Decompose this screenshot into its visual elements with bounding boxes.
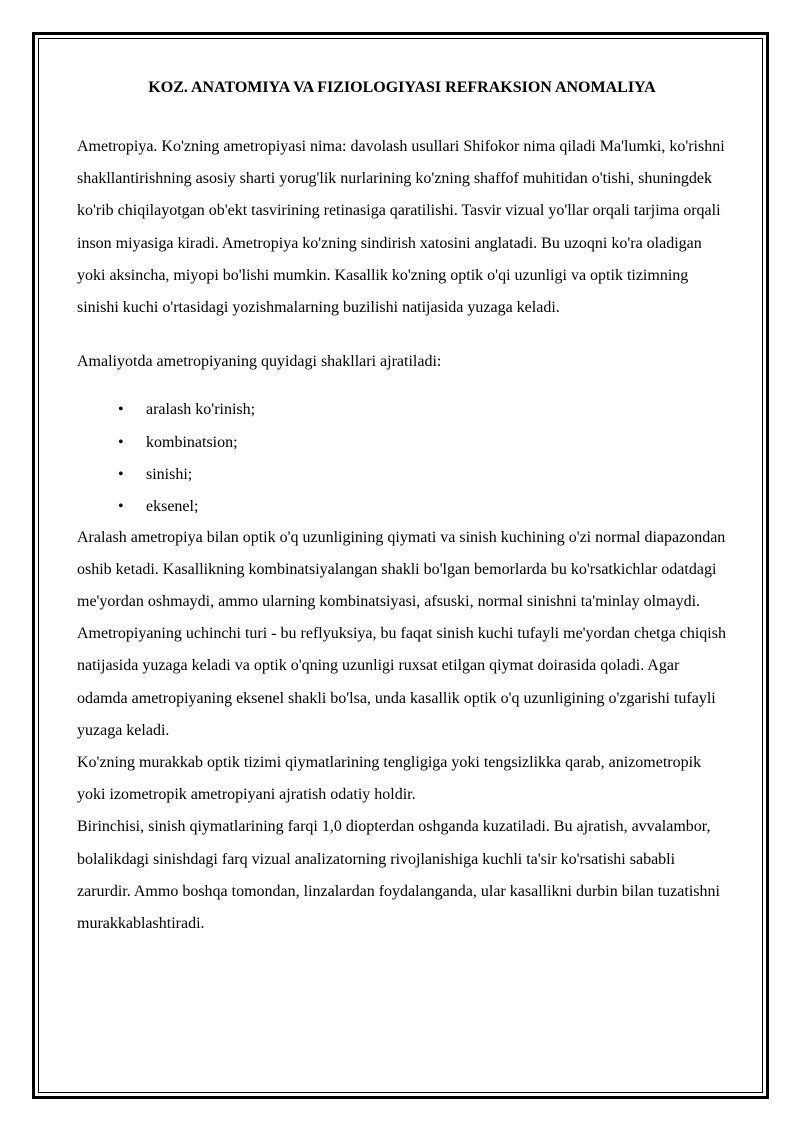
- list-item: [77, 491, 727, 523]
- list-item: [77, 394, 727, 426]
- list-item-text: sinishi;: [146, 466, 193, 484]
- paragraph-ametropiya-definition: Ametropiya. Ko'zning ametropiyasi nima: davolash usullari Shifokor nima qiladi Ma'lumki, ko'rishni shakllantirishning asosiy sharti yorug'lik nurlarining ko'zning shaffof muhitidan o'tishi, shuningdek ko'rib chiqilayotgan ob'ekt tasvirining retinasiga qaratilishi. Tasvir vizual yo'llar orqali tarjima orqali inson miyasiga kiradi. Ametropiya ko'zning sindirish xatosini anglatadi. Bu uzoqni ko'ra oladigan yoki aksincha, miyopi bo'lishi mumkin. Kasallik ko'zning optik o'qi uzunligi va optik tizimning sinishi kuchi o'rtasidagi yozishmalarning buzilishi natijasida yuzaga keladi.: [77, 138, 725, 317]
- list-item-text: aralash ko'rinish;: [146, 401, 256, 419]
- paragraph-refractive-type: Ametropiyaning uchinchi turi - bu reflyuksiya, bu faqat sinish kuchi tufayli me'yordan chetga chiqish natijasida yuzaga keladi va optik o'qning uzunligi ruxsat etilgan qiymat doirasida qoladi. Agar odamda ametropiyaning eksenel shakli bo'lsa, unda kasallik optik o'q uzunligining o'zgarishi tufayli yuzaga keladi.: [77, 625, 726, 739]
- paragraph-anisometropia: Birinchisi, sinish qiymatlarining farqi 1,0 diopterdan oshganda kuzatiladi. Bu ajratish, avvalambor, bolalikdagi sinishdagi farq vizual analizatorning rivojlanishiga kuchli ta'sir ko'rsatishi sababli zarurdir. Ammo boshqa tomondan, linzalardan foydalanganda, ular kasallikni durbin bilan tuzatishni murakkablashtiradi.: [77, 818, 720, 933]
- document-title: KOZ. ANATOMIYA VA FIZIOLOGIYASI REFRAKSION ANOMALIYA: [148, 79, 656, 96]
- paragraph-forms-intro: Amaliyotda ametropiyaning quyidagi shakllari ajratiladi:: [77, 353, 442, 371]
- bullet-icon: •: [118, 498, 124, 516]
- list-item: [77, 427, 727, 459]
- document-body: [77, 76, 727, 940]
- bullet-icon: •: [118, 466, 124, 484]
- bullet-icon: •: [118, 401, 124, 419]
- list-item-text: eksenel;: [146, 498, 199, 516]
- list-item-text: kombinatsion;: [146, 433, 238, 451]
- list-item: [77, 459, 727, 491]
- paragraph-mixed-ametropia: Aralash ametropiya bilan optik o'q uzunligining qiymati va sinish kuchining o'zi normal diapazondan oshib ketadi. Kasallikning kombinatsiyalangan shakli bo'lgan bemorlarda bu ko'rsatkichlar odatdagi me'yordan oshmaydi, ammo ularning kombinatsiyasi, afsuski, normal sinishni ta'minlay olmaydi.: [77, 528, 726, 611]
- bullet-icon: •: [118, 433, 124, 451]
- paragraph-aniso-iso: Ko'zning murakkab optik tizimi qiymatlarining tengligiga yoki tengsizlikka qarab, anizometropik yoki izometropik ametropiyani ajratish odatiy holdir.: [77, 754, 702, 804]
- forms-list: [77, 394, 727, 523]
